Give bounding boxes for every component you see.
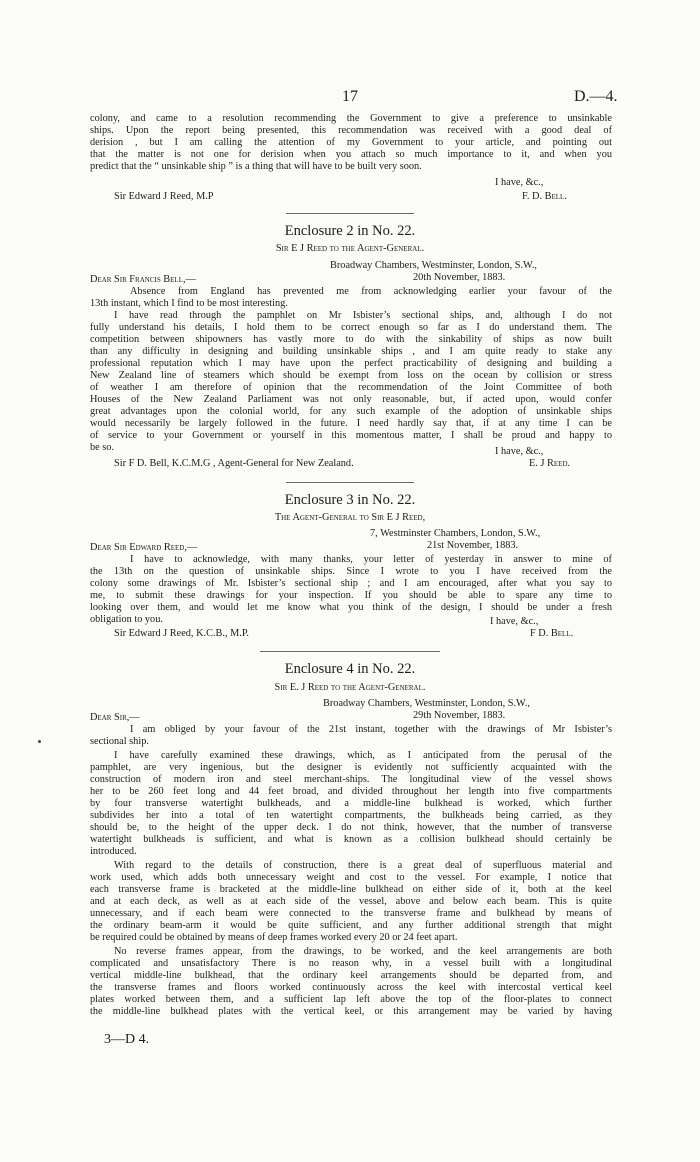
- body-line: professional reputation which I may have upon the perfect practicability of designing and building a: [90, 358, 612, 369]
- from-to-line: The Agent-General to Sir E J Reed,: [274, 512, 426, 523]
- body-line: watertight bulkheads is sufficient, and what is known as a collision bulkhead should certainly be: [90, 834, 612, 845]
- letter-date: 21st November, 1883.: [427, 540, 519, 551]
- body-line: by four transverse watertight bulkheads, and a middle-line bulkhead is worked, which further: [90, 798, 612, 809]
- body-line: the middle-line bulkhead plates with the vertical keel, or this arrangement may be varied by having: [90, 1006, 612, 1017]
- document-reference: D.—4.: [574, 88, 618, 105]
- body-line: vertical middle-line bulkhead, that the ordinary keel arrangements should be departed from, and: [90, 970, 612, 981]
- body-line: the 13th on the question of unsinkable ships. Since I wrote to you I have received from the: [90, 566, 612, 577]
- body-line: her to be 260 feet long and 44 feet broad, and divided throughout her length into five compartments: [90, 786, 612, 797]
- body-line: pamphlet, are very ingenious, but the designer is evidently not sufficiently acquainted with the: [90, 762, 612, 773]
- body-line: each transverse frame is bracketed at the middle-line bulkhead on either side of it, both at the keel: [90, 884, 612, 895]
- body-line: great advantages upon the colonial world, for any such example of the adoption of unsinkable ships: [90, 406, 612, 417]
- signature: F. D. Bell.: [522, 191, 567, 202]
- letter-date: 20th November, 1883.: [413, 272, 506, 283]
- body-line: should be, to the height of the upper deck. I do not think, however, that the number of transverse: [90, 822, 612, 833]
- body-line: subdivides her into a total of ten watertight compartments, the bulkheads being carried, as they: [90, 810, 612, 821]
- sender-address: Broadway Chambers, Westminster, London, S.W.,: [323, 698, 530, 709]
- body-line: than any difficulty in designing and building unsinkable ships , and I am quite ready to stake any: [90, 346, 612, 357]
- salutation: Dear Sir Edward Reed,—: [90, 542, 198, 553]
- body-line: derision , but I am calling the attention of my Government to your article, and pointing out: [90, 137, 612, 148]
- body-line: be so.: [90, 442, 115, 453]
- body-line: I have to acknowledge, with many thanks, your letter of yesterday in answer to mine of: [130, 554, 612, 565]
- body-line: I have read through the pamphlet on Mr Isbister’s sectional ships, and, although I do not: [114, 310, 612, 321]
- body-line: obligation to you.: [90, 614, 163, 625]
- body-line: introduced.: [90, 846, 137, 857]
- closing: I have, &c.,: [495, 446, 544, 457]
- body-line: Absence from England has prevented me from acknowledging earlier your favour of the: [130, 286, 612, 297]
- enclosure-heading: Enclosure 4 in No. 22.: [284, 661, 416, 677]
- from-to-line: Sir E J Reed to the Agent-General.: [275, 243, 425, 254]
- body-line: and at each deck, as well as at each side of the vessel, above and below each beam. This is quite: [90, 896, 612, 907]
- enclosure-heading: Enclosure 2 in No. 22.: [284, 223, 416, 239]
- section-divider: [286, 213, 414, 214]
- body-line: New Zealand line of steamers which should be exempt from loss on the ocean by collision or stress: [90, 370, 612, 381]
- body-line: of weather I am therefore of opinion that the recommendation of the Joint Committee of both: [90, 382, 612, 393]
- body-line: predict that the “ unsinkable ship ” is a thing that will have to be built very soon.: [90, 161, 422, 172]
- body-line: colony some drawings of Mr. Isbister’s sectional ship ; and I am encouraged, after what you say to: [90, 578, 612, 589]
- body-line: the ordinary beam-arm it would be quite sufficient, and any further additional strength that might: [90, 920, 612, 931]
- body-line: construction of modern iron and steel merchant-ships. The longitudinal view of the vessel shows: [90, 774, 612, 785]
- body-line: Houses of the New Zealand Parliament was not only reasonable, but, if acted upon, would confer: [90, 394, 612, 405]
- body-line: ships. Upon the report being presented, this recommendation was received with a good deal of: [90, 125, 612, 136]
- section-divider: [286, 482, 414, 483]
- body-line: sectional ship.: [90, 736, 149, 747]
- body-line: plates worked between them, and a sufficient lap left above the top of the floor-plates to connect: [90, 994, 612, 1005]
- addressee: Sir Edward J Reed, K.C.B., M.P.: [114, 628, 250, 639]
- body-line: me, to submit these drawings for your inspection. If you should be able to spare any time to: [90, 590, 612, 601]
- body-line: be required could be obtained by means of deep frames worked every 20 or 24 feet apart.: [90, 932, 458, 943]
- body-line: I am obliged by your favour of the 21st instant, together with the drawings of Mr Isbister’s: [130, 724, 612, 735]
- section-divider: [260, 651, 440, 652]
- body-line: 13th instant, which I find to be most interesting.: [90, 298, 288, 309]
- body-line: competition between shipowners has vastly more to do with the sinkability of ships as now built: [90, 334, 612, 345]
- body-line: With regard to the details of construction, there is a great deal of superfluous material and: [114, 860, 612, 871]
- closing: I have, &c.,: [490, 616, 539, 627]
- body-line: looking over them, and would let me know what you think of the design, I should be under a fresh: [90, 602, 612, 613]
- body-line: that the matter is not one for derision when you attach so much importance to it, and when you: [90, 149, 612, 160]
- sender-address: 7, Westminster Chambers, London, S.W.,: [370, 528, 541, 539]
- enclosure-heading: Enclosure 3 in No. 22.: [284, 492, 416, 508]
- salutation: Dear Sir Francis Bell,—: [90, 274, 196, 285]
- body-line: work used, which adds both unnecessary weight and cost to the vessel. For example, I notice that: [90, 872, 612, 883]
- letter-date: 29th November, 1883.: [413, 710, 506, 721]
- salutation: Dear Sir,—: [90, 712, 140, 723]
- addressee: Sir F D. Bell, K.C.M.G , Agent-General for New Zealand.: [114, 458, 354, 469]
- body-line: No reverse frames appear, from the drawings, to be worked, and the keel arrangements are both: [114, 946, 612, 957]
- body-line: I have carefully examined these drawings, which, as I anticipated from the perusal of the: [114, 750, 612, 761]
- page-number: 17: [342, 88, 358, 105]
- from-to-line: Sir E. J Reed to the Agent-General.: [274, 682, 426, 693]
- signature-mark: 3—D 4.: [104, 1032, 150, 1047]
- body-line: complicated and unsatisfactory There is no reason why, in a vessel built with a longitudinal: [90, 958, 612, 969]
- closing: I have, &c.,: [495, 177, 544, 188]
- body-line: the transverse frames and floors worked continuously across the keel with intercostal vertical keel: [90, 982, 612, 993]
- sender-address: Broadway Chambers, Westminster, London, S.W.,: [330, 260, 537, 271]
- body-line: of service to your Government or yourself in this momentous matter, I shall be proud and happy to: [90, 430, 612, 441]
- signature: F D. Bell.: [530, 628, 574, 639]
- signature: E. J Reed.: [529, 458, 571, 469]
- body-line: unnecessary, and if each beam were connected to the transverse frame and bulkhead by means of: [90, 908, 612, 919]
- body-line: fully understand his details, I hold them to be correct enough so far as I do understand them. The: [90, 322, 612, 333]
- body-line: would necessarily be largely followed in the future. I need hardly say that, if at any time I can be: [90, 418, 612, 429]
- body-line: colony, and came to a resolution recommending the Government to give a preference to unsinkable: [90, 113, 612, 124]
- ink-speck: [38, 740, 41, 743]
- addressee: Sir Edward J Reed, M.P: [114, 191, 214, 202]
